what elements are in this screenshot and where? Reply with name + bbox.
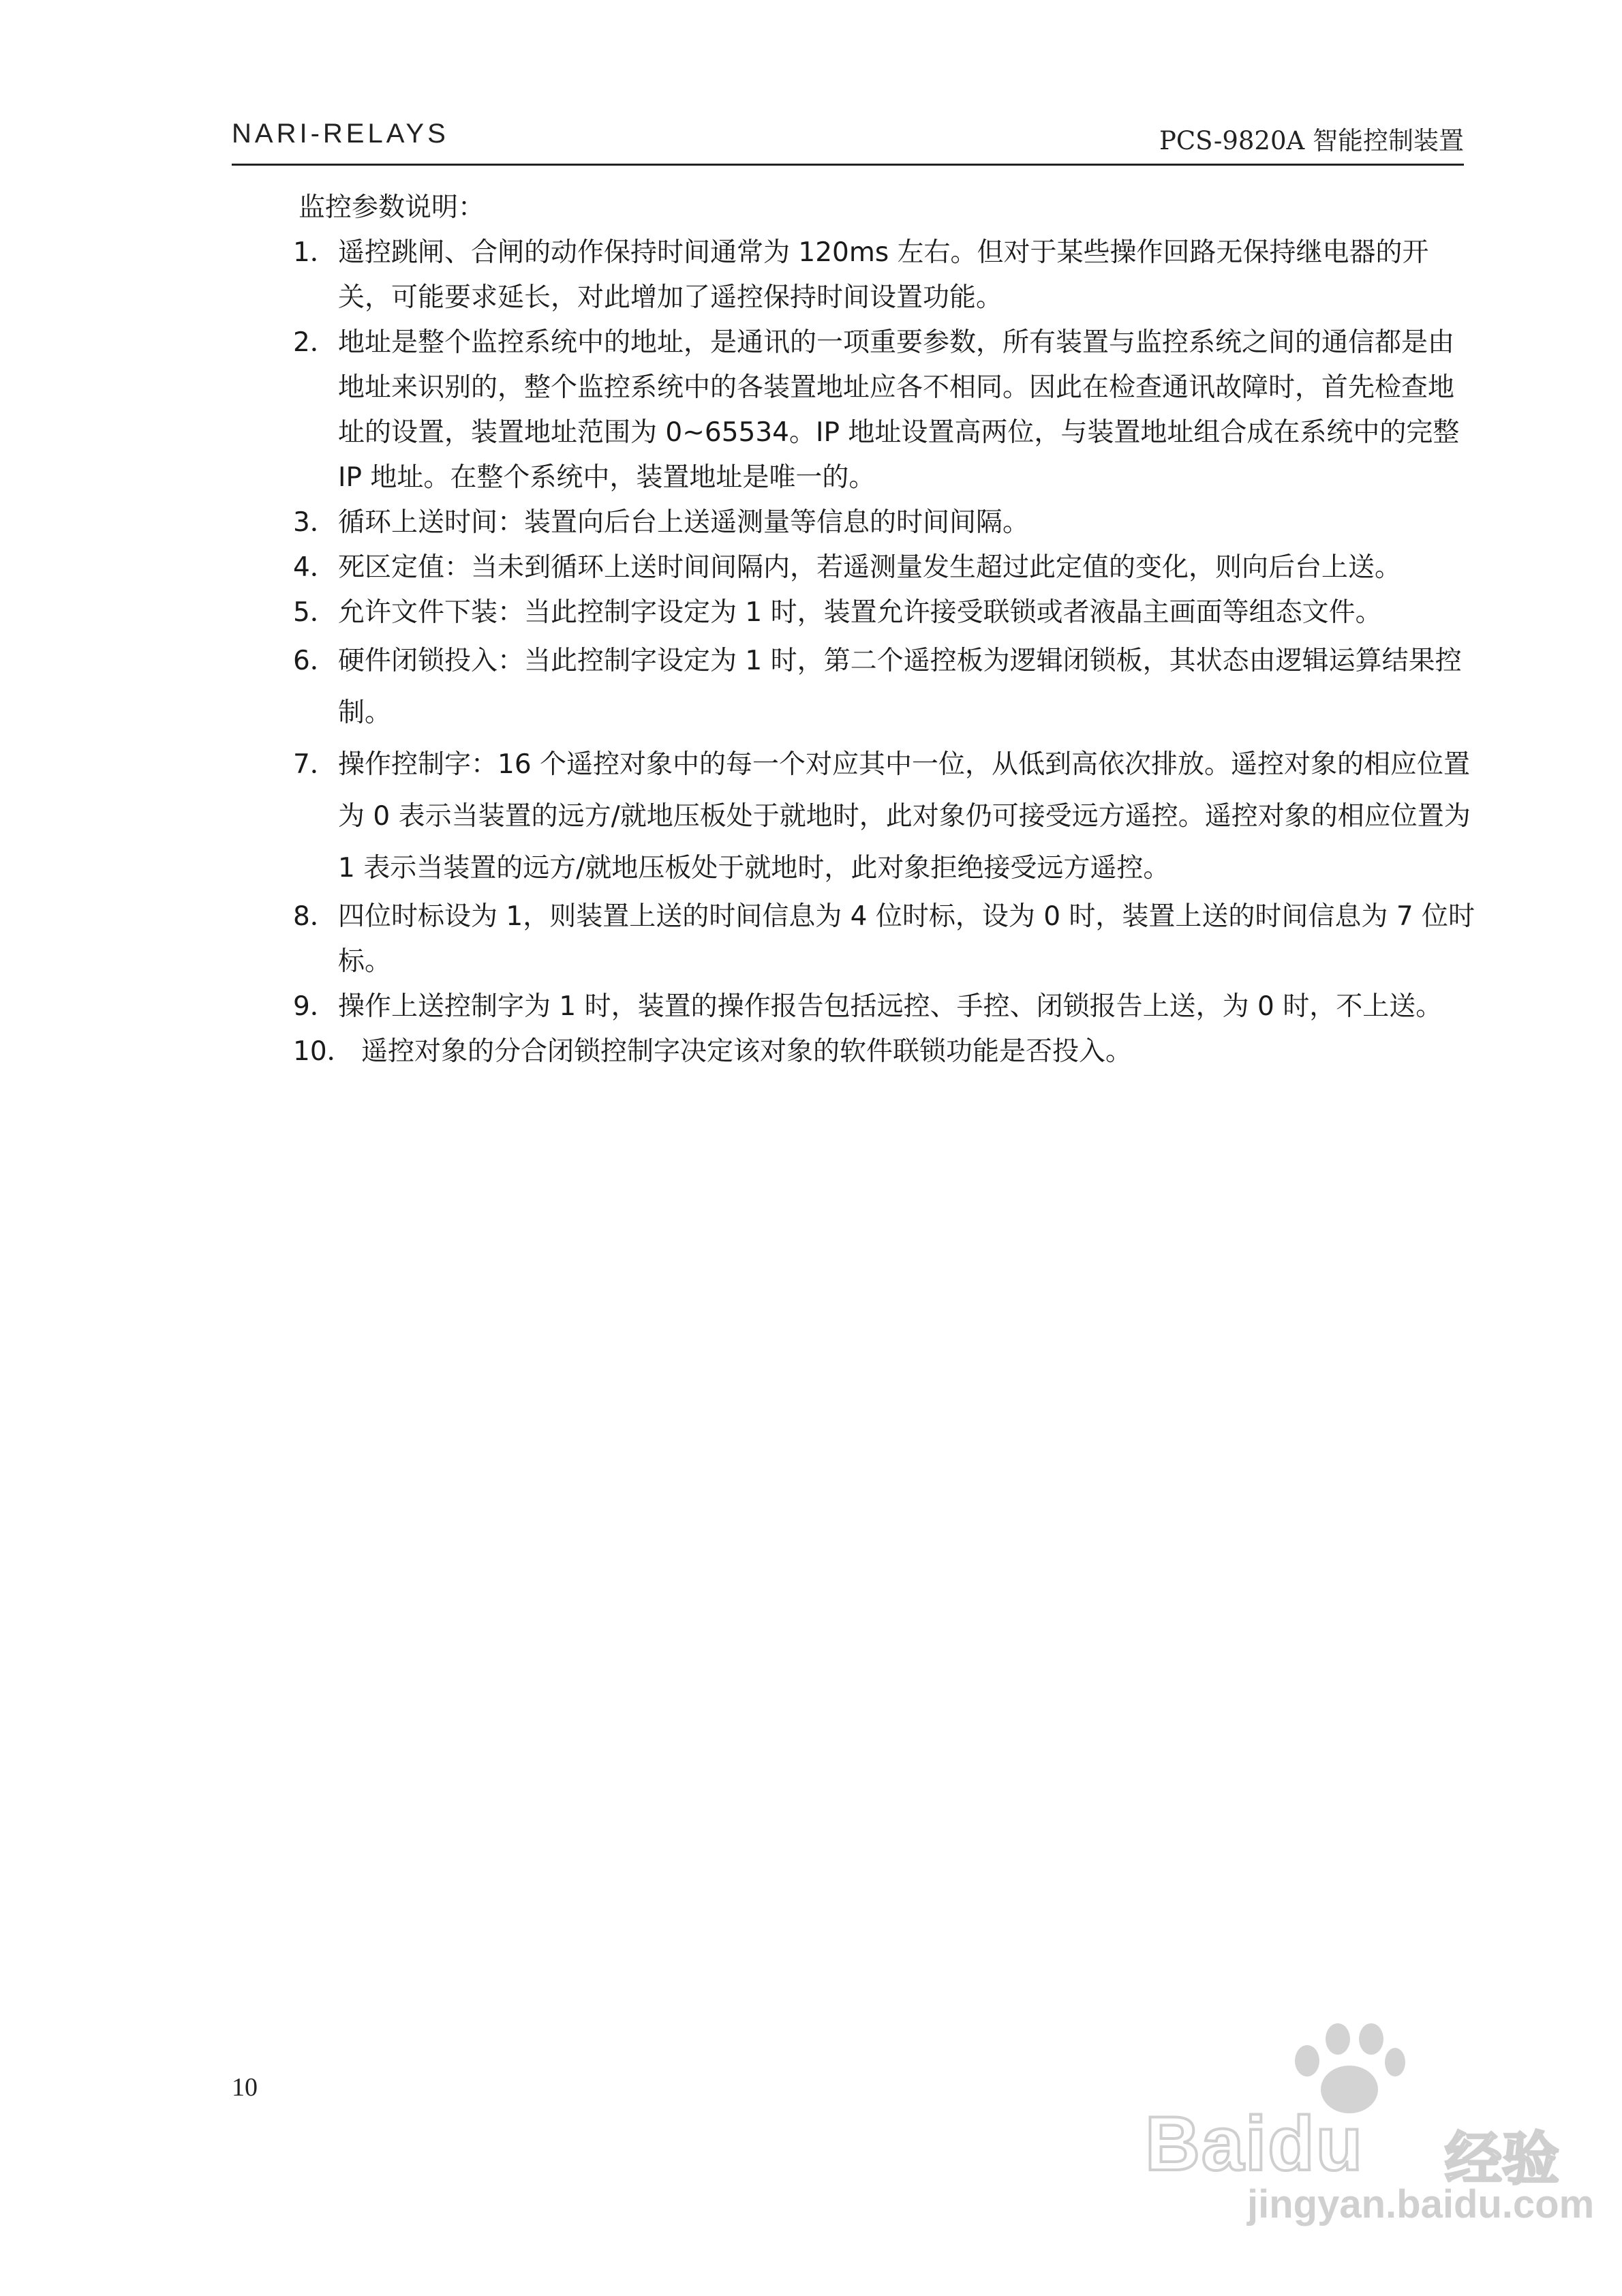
item-text: 允许文件下装：当此控制字设定为 1 时，装置允许接受联锁或者液晶主画面等组态文件。	[338, 597, 1382, 628]
item-text: 操作控制字：16 个遥控对象中的每一个对应其中一位，从低到高依次排放。遥控对象的相应位置为 0 表示当装置的远方/就地压板处于就地时，此对象仍可接受远方遥控。遥控对象的相应位置为 1 表示当装置的远方/就地压板处于就地时，此对象拒绝接受远方遥控。	[338, 749, 1471, 883]
page-number: 10	[232, 2073, 258, 2102]
list-item	[293, 984, 1479, 1029]
list-item	[293, 545, 1479, 590]
document-body	[293, 185, 1479, 1074]
item-text: 死区定值：当未到循环上送时间间隔内，若遥测量发生超过此定值的变化，则向后台上送。	[338, 552, 1402, 583]
item-number: 2．	[293, 327, 337, 358]
list-item	[293, 739, 1479, 894]
parameter-list	[293, 230, 1479, 1074]
watermark-brand: Baidu	[1145, 2101, 1364, 2186]
list-item	[293, 894, 1479, 984]
list-item	[293, 230, 1479, 320]
item-text: 操作上送控制字为 1 时，装置的操作报告包括远控、手控、闭锁报告上送，为 0 时，不上送。	[338, 991, 1443, 1022]
item-number: 1．	[293, 237, 337, 268]
item-number: 8．	[293, 901, 337, 932]
list-item	[293, 590, 1479, 635]
watermark-sub: 经验	[1445, 2126, 1560, 2192]
list-item	[293, 320, 1479, 500]
item-number: 7．	[293, 749, 337, 780]
item-number: 6．	[293, 646, 337, 676]
header-title: PCS-9820A 智能控制装置	[1159, 126, 1464, 155]
item-text: 四位时标设为 1，则装置上送的时间信息为 4 位时标，设为 0 时，装置上送的时间信息为 7 位时标。	[338, 901, 1475, 977]
item-text: 硬件闭锁投入：当此控制字设定为 1 时，第二个遥控板为逻辑闭锁板，其状态由逻辑运算结果控制。	[338, 646, 1462, 728]
item-text: 遥控跳闸、合闸的动作保持时间通常为 120ms 左右。但对于某些操作回路无保持继电器的开关，可能要求延长，对此增加了遥控保持时间设置功能。	[338, 237, 1429, 313]
list-item	[293, 500, 1479, 545]
item-number: 4．	[293, 552, 337, 583]
item-text: 循环上送时间：装置向后台上送遥测量等信息的时间间隔。	[338, 507, 1030, 538]
list-item	[293, 1029, 1479, 1074]
header-brand: NARI-RELAYS	[232, 119, 449, 149]
list-item	[293, 635, 1479, 739]
page-header	[232, 115, 1464, 166]
item-number: 5．	[293, 597, 337, 628]
item-number: 9．	[293, 991, 337, 1022]
item-number: 10．	[293, 1036, 354, 1067]
item-text: 遥控对象的分合闭锁控制字决定该对象的软件联锁功能是否投入。	[361, 1036, 1133, 1067]
watermark	[1104, 2018, 1595, 2226]
section-intro: 监控参数说明：	[299, 192, 485, 223]
item-text: 地址是整个监控系统中的地址，是通讯的一项重要参数，所有装置与监控系统之间的通信都是由地址来识别的，整个监控系统中的各装置地址应各不相同。因此在检查通讯故障时，首先检查地址的设置，装置地址范围为 0~65534。IP 地址设置高两位，与装置地址组合成在系统中的完整 IP 地址。在整个系统中，装置地址是唯一的。	[338, 327, 1460, 493]
item-number: 3．	[293, 507, 337, 538]
watermark-url: jingyan.baidu.com	[1247, 2182, 1595, 2226]
